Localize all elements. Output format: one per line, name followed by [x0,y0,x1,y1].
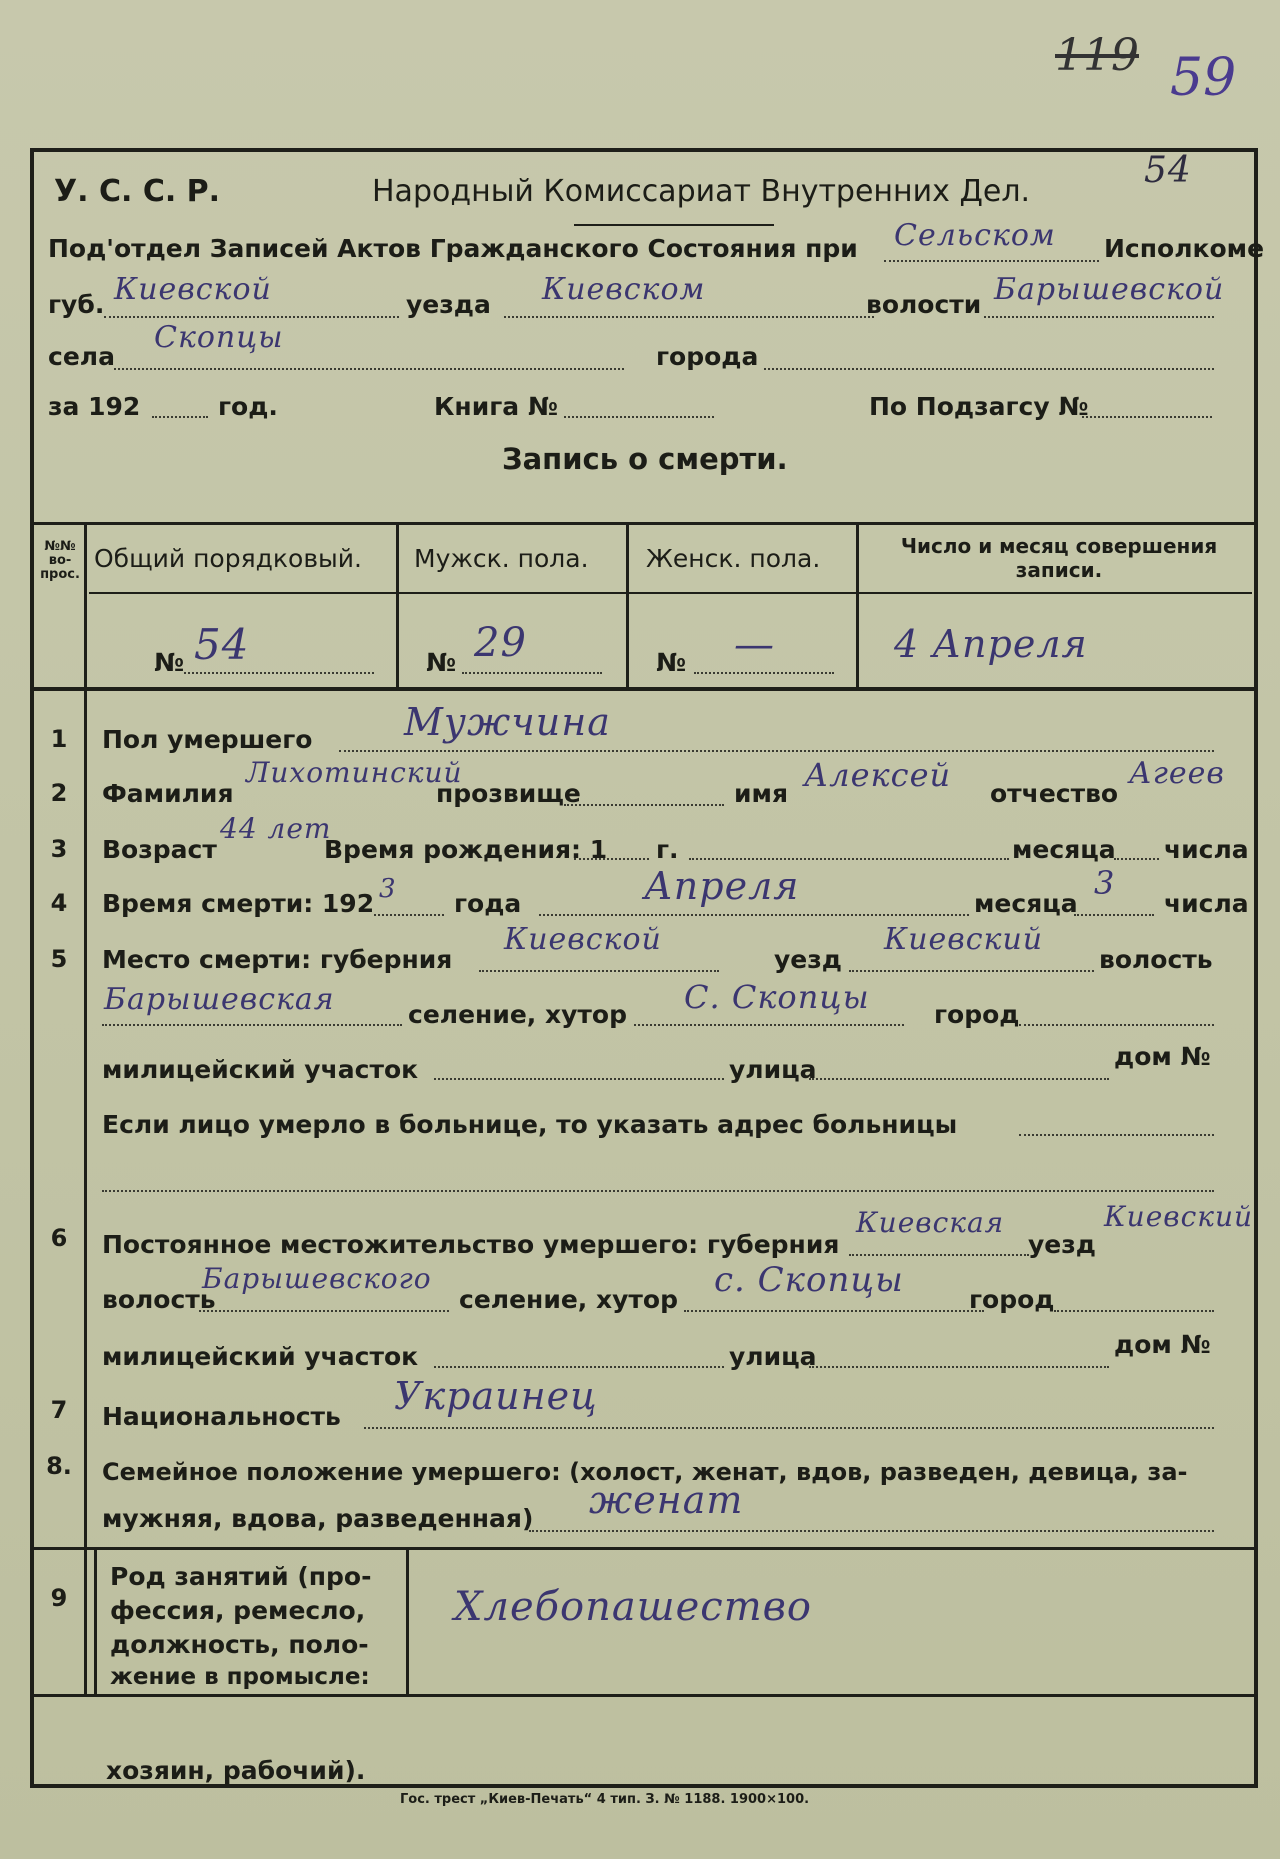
col-divider-1 [84,522,87,687]
col-date-header: Число и месяц совершения записи. [900,534,1218,582]
family-status-label-continued: мужняя, вдова, разведенная) [102,1504,534,1533]
female-number-handwritten: — [734,622,775,668]
gorod-line [764,368,1214,370]
male-no-sign: № [426,648,457,677]
death-place-uezd-handwritten: Киевский [884,922,1044,957]
death-militia-label: милицейский участок [102,1055,419,1084]
volost-label: волости [866,290,982,319]
birth-day-line [1114,858,1159,860]
printer-imprint: Гос. трест „Киев-Печать“ 4 тип. З. № 1188. 1900×100. [400,1792,810,1807]
occupation-label-1: Род занятий (про- [110,1562,372,1591]
residence-label: Постоянное местожительство умершего: губерния [102,1230,840,1259]
row-number-2: 2 [50,779,68,807]
death-place-volost-handwritten: Барышевская [104,982,335,1017]
residence-village-handwritten: с. Скопцы [714,1260,904,1300]
death-time-label: Время смерти: 192 [102,889,375,918]
nickname-line [564,804,724,806]
age-handwritten: 44 лет [220,812,332,845]
col-divider-2 [396,522,399,687]
birth-month-label: месяца [1012,835,1116,864]
gub-line [104,316,399,318]
gub-label: губ. [48,290,105,319]
uezd-label: уезда [406,290,491,319]
subdept-handwritten: Сельском [894,218,1056,253]
nationality-label: Национальность [102,1402,341,1431]
new-sheet-number: 59 [1170,48,1237,108]
surname-handwritten: Лихотинский [246,756,463,789]
row-number-4: 4 [50,889,68,917]
row-number-8: 8. [46,1452,72,1480]
death-place-gub-handwritten: Киевской [504,922,662,957]
residence-street-label: улица [729,1342,817,1371]
death-month-handwritten: Апреля [644,864,800,908]
year-label: за 192 [48,392,141,421]
row-number-3: 3 [50,835,68,863]
family-status-label: Семейное положение умершего: (холост, женат, вдов, разведен, девица, за- [102,1458,1188,1486]
death-street-line [809,1078,1109,1080]
birth-day-label: числа [1164,835,1249,864]
col-divider-4 [856,522,859,687]
general-no-sign: № [154,648,185,677]
occupation-label-2: фессия, ремесло, [110,1596,366,1625]
patronymic-label: отчество [990,779,1119,808]
residence-volost-handwritten: Барышевского [202,1262,432,1295]
death-day-line [1074,914,1154,916]
family-status-handwritten: женат [589,1478,744,1522]
death-militia-line [434,1078,724,1080]
commissariat-title: Народный Комиссариат Внутренних Дел. [372,174,1031,209]
podzags-line [1082,416,1212,418]
residence-uezd-handwritten: Киевский [1104,1200,1254,1233]
hospital-line-2 [102,1190,1214,1192]
table-bottom-border [34,687,1254,691]
hospital-line-1 [1019,1134,1214,1136]
death-year-line [374,914,444,916]
book-label: Книга № [434,392,558,421]
nickname-label: прозвище [436,779,581,808]
occupation-right-divider [406,1547,409,1694]
female-no-sign: № [656,648,687,677]
selo-label: села [48,342,115,371]
gorod-label: города [656,342,759,371]
death-place-volost-line [102,1024,402,1026]
nationality-handwritten: Украинец [394,1374,598,1418]
executive-label: Исполкоме [1104,234,1265,263]
old-sheet-number: 119 [1055,30,1139,81]
col-general-header: Общий порядковый. [94,544,362,573]
birth-label: Время рождения: 1 [324,835,608,864]
residence-village-label: селение, хутор [459,1285,678,1314]
residence-city-line [1054,1310,1214,1312]
death-place-city-label: город [934,1000,1020,1029]
death-place-volost-label: волость [1099,945,1213,974]
death-year-word: года [454,889,522,918]
patronymic-handwritten: Агеев [1129,756,1225,791]
death-place-uezd-line [849,970,1094,972]
female-line [694,672,834,674]
death-place-label: Место смерти: губерния [102,945,453,974]
death-month-line [539,914,969,916]
death-month-label: месяца [974,889,1078,918]
col-female-header: Женск. пола. [646,544,821,573]
general-number-handwritten: 54 [194,620,250,669]
occupation-label-5: хозяин, рабочий). [106,1756,366,1785]
uezd-handwritten: Киевском [542,272,706,307]
row-number-7: 7 [50,1396,68,1424]
col-male-header: Мужск. пола. [414,544,589,573]
death-place-gub-line [479,970,719,972]
year-suffix: год. [218,392,278,421]
male-line [462,672,602,674]
table-mid-border [89,592,1252,594]
residence-village-line [684,1310,984,1312]
male-number-handwritten: 29 [474,620,527,666]
podzags-label: По Подзагсу № [869,392,1089,421]
birth-month-line [689,858,1009,860]
general-line [184,672,374,674]
death-year-handwritten: 3 [379,874,397,904]
occupation-label-3: должность, поло- [110,1630,369,1659]
birth-g-label: г. [656,835,679,864]
form-bottom-border [34,1694,1254,1697]
residence-city-label: город [969,1285,1055,1314]
death-day-label: числа [1164,889,1249,918]
residence-volost-label: волость [102,1285,216,1314]
occupation-handwritten: Хлебопашество [454,1584,812,1630]
age-label: Возраст [102,835,217,864]
sex-label: Пол умершего [102,725,313,754]
residence-uezd-label: уезд [1028,1230,1096,1259]
record-date-handwritten: 4 Апреля [894,622,1088,666]
row-number-1: 1 [50,725,68,753]
birth-year-line [574,858,649,860]
col-no-header: №№ во- прос. [40,539,80,582]
row-number-9: 9 [50,1584,68,1612]
row-number-6: 6 [50,1224,68,1252]
sex-handwritten: Мужчина [404,700,611,744]
death-place-village-label: селение, хутор [408,1000,627,1029]
surname-label: Фамилия [102,779,234,808]
name-handwritten: Алексей [804,756,952,794]
record-number-handwritten: 54 [1144,150,1192,191]
death-place-city-line [1019,1024,1214,1026]
residence-militia-label: милицейский участок [102,1342,419,1371]
col-divider-3 [626,522,629,687]
nationality-line [364,1427,1214,1429]
residence-house-label: дом № [1114,1330,1211,1359]
occupation-top-border [34,1547,1254,1550]
death-record-form [30,148,1265,1788]
death-place-village-handwritten: С. Скопцы [684,978,870,1016]
family-status-line [529,1530,1214,1532]
book-line [564,416,714,418]
residence-volost-line [199,1310,449,1312]
title-underline [574,224,774,226]
gub-handwritten: Киевской [114,272,272,307]
table-top-border [34,522,1254,525]
selo-line [114,368,624,370]
row-number-divider [84,687,87,1694]
uezd-line [504,316,874,318]
year-line [152,416,208,418]
death-day-handwritten: 3 [1094,864,1116,902]
residence-gub-line [849,1254,1029,1256]
form-title: Запись о смерти. [502,442,788,476]
subdept-line [884,260,1099,262]
volost-handwritten: Барышевской [994,272,1225,307]
death-place-village-line [634,1024,904,1026]
hospital-label: Если лицо умерло в больнице, то указать адрес больницы [102,1110,958,1139]
sex-line [339,750,1214,752]
selo-handwritten: Скопцы [154,320,284,355]
residence-gub-handwritten: Киевская [856,1206,1005,1239]
residence-street-line [809,1366,1109,1368]
death-place-uezd-label: уезд [774,945,842,974]
republic-label: У. С. С. Р. [54,174,221,209]
subdept-label: Под'отдел Записей Актов Гражданского Состояния при [48,234,858,263]
death-street-label: улица [729,1055,817,1084]
occupation-left-divider [94,1547,97,1694]
row-number-5: 5 [50,945,68,973]
volost-line [984,316,1214,318]
residence-militia-line [434,1366,724,1368]
name-label: имя [734,779,789,808]
death-house-label: дом № [1114,1042,1211,1071]
occupation-label-4: жение в промысле: [110,1664,370,1690]
